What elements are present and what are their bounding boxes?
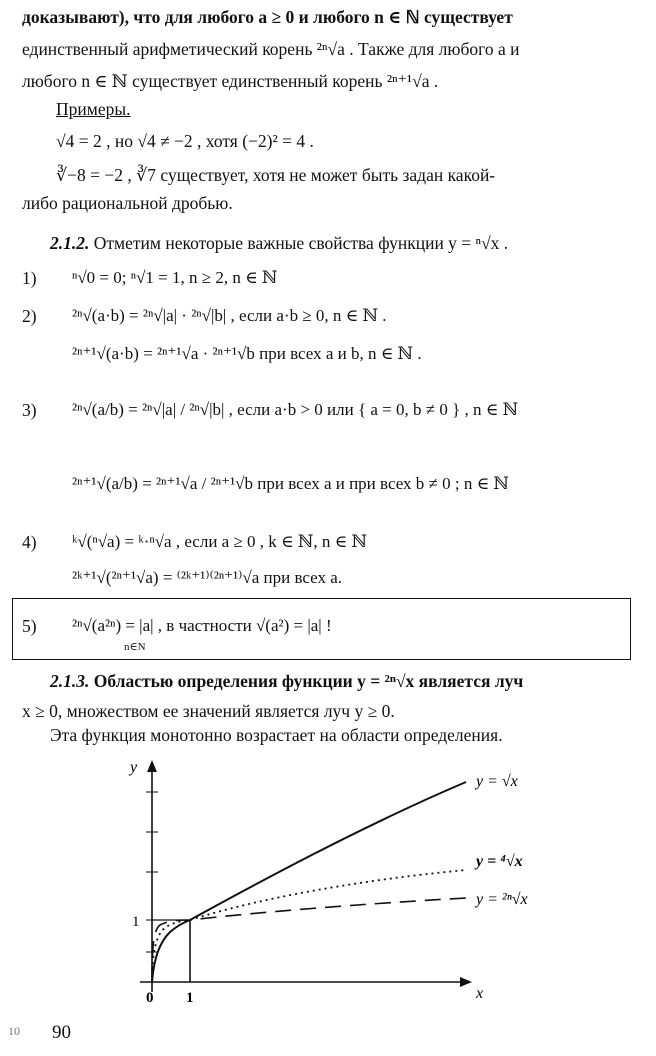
section-number: 2.1.3. [50,671,90,691]
label-sqrt: y = √x [476,773,518,790]
section-text: Отметим некоторые важные свойства функции y = ⁿ√x . [93,233,509,253]
examples-title: Примеры. [56,99,131,119]
prop-1-label: 1) [22,268,37,288]
section-2-1-2 [50,232,508,254]
curve-fourth-root [152,870,466,982]
corner-mark: 10 [8,1024,20,1038]
section-text: Областью определения функции y = ²ⁿ√x является луч [93,671,524,691]
root-functions-graph [0,752,656,1022]
section-2-1-3-line-1 [50,670,523,692]
prop-5-subscript: n∈N [124,641,146,653]
origin-label: 0 [146,990,154,1006]
example-line-1: √4 = 2 , но √4 ≠ −2 , хотя (−2)² = 4 . [56,131,314,151]
prop-2-formula-1: ²ⁿ√(a·b) = ²ⁿ√|a| · ²ⁿ√|b| , если a·b ≥ 0, n ∈ ℕ . [72,306,387,325]
y-tick-one: 1 [132,914,140,930]
label-fourth-root: y = ⁴√x [476,853,523,870]
prop-4-label: 4) [22,532,37,552]
x-axis-label: x [476,985,484,1002]
page-number: 90 [52,1022,71,1043]
prop-5-label: 5) [22,616,37,636]
label-2n-root: y = ²ⁿ√x [476,891,528,908]
intro-line-2: единственный арифметический корень ²ⁿ√a . Также для любого a и [22,39,520,59]
y-axis-arrow [147,760,157,772]
prop-2-formula-2: ²ⁿ⁺¹√(a·b) = ²ⁿ⁺¹√a · ²ⁿ⁺¹√b при всех a и b, n ∈ ℕ . [72,344,422,363]
prop-4-formula-1: ᵏ√(ⁿ√a) = ᵏ·ⁿ√a , если a ≥ 0 , k ∈ ℕ, n ∈ ℕ [72,532,368,551]
curve-sqrt [152,782,466,982]
example-line-3: либо рациональной дробью. [22,193,233,213]
prop-3-formula-1: ²ⁿ√(a/b) = ²ⁿ√|a| / ²ⁿ√|b| , если a·b > 0 или { a = 0, b ≠ 0 } , n ∈ ℕ [72,400,519,419]
curve-2n-root [152,898,466,982]
x-tick-one: 1 [186,990,194,1006]
intro-line-3: любого n ∈ ℕ существует единственный корень ²ⁿ⁺¹√a . [22,71,439,91]
prop-5-formula: ²ⁿ√(a²ⁿ) = |a| , в частности √(a²) = |a| ! [72,616,332,635]
x-axis-arrow [460,977,472,987]
y-axis-label: y [130,759,138,776]
section-2-1-3-line-3: Эта функция монотонно возрастает на области определения. [50,725,503,745]
prop-1-formula: ⁿ√0 = 0; ⁿ√1 = 1, n ≥ 2, n ∈ ℕ [72,268,278,287]
intro-line-1: доказывают), что для любого a ≥ 0 и любого n ∈ ℕ существует [22,7,513,27]
prop-2-label: 2) [22,306,37,326]
section-number: 2.1.2. [50,233,90,253]
prop-3-formula-2: ²ⁿ⁺¹√(a/b) = ²ⁿ⁺¹√a / ²ⁿ⁺¹√b при всех a и при всех b ≠ 0 ; n ∈ ℕ [72,474,509,493]
example-line-2: ∛−8 = −2 , ∛7 существует, хотя не может быть задан какой- [56,165,496,185]
prop-3-label: 3) [22,400,37,420]
section-2-1-3-line-2: x ≥ 0, множеством ее значений является луч y ≥ 0. [22,701,395,721]
prop-4-formula-2: ²ᵏ⁺¹√(²ⁿ⁺¹√a) = ⁽²ᵏ⁺¹⁾⁽²ⁿ⁺¹⁾√a при всех a. [72,568,343,587]
